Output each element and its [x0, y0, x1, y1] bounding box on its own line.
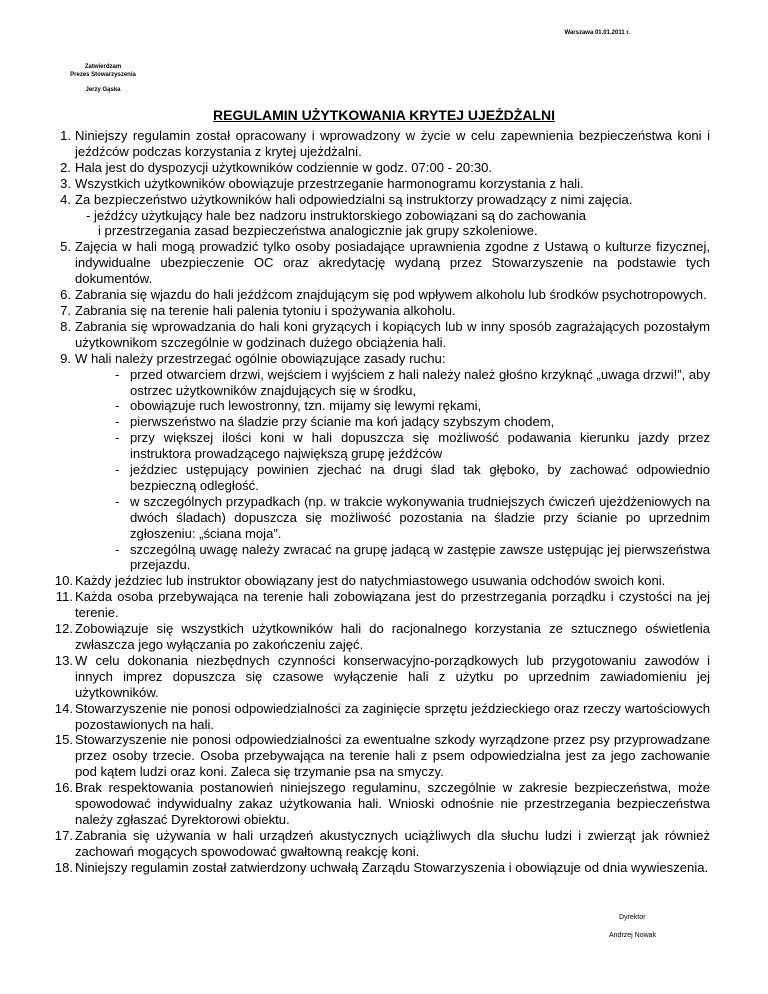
rule-item: [60, 191, 710, 240]
rule-item: [60, 159, 710, 176]
rule-item: [60, 287, 710, 303]
rule-item: [54, 700, 710, 733]
sub-item: [75, 542, 710, 574]
rule-number: 6.: [60, 287, 71, 303]
sub-item: [75, 414, 710, 430]
rule-text: W celu dokonania niezbędnych czynności konserwacyjno-porządkowych lub przygotowaniu zawodów i innych imprez dopuszcza się czasowe wyłączenie hali z użytku po uprzednim zawiadomieniu jej użytkowników.: [75, 652, 710, 700]
rule-text: Hala jest do dyspozycji użytkowników codziennie w godz. 07:00 - 20:30.: [75, 159, 493, 175]
approval-name: Jerzy Gąska: [85, 87, 121, 93]
sub-item-text: szczególną uwagę należy zwracać na grupę jadącą w zastępie zawsze ustępując jej pierwszeństwa przejazdu.: [130, 541, 710, 573]
rule-number: 2.: [60, 159, 71, 175]
sub-item-continuation: i przestrzegania zasad bezpieczeństwa analogicznie jak grupy szkoleniowe.: [98, 223, 538, 239]
rule-text: Niniejszy regulamin został opracowany i wprowadzony w życie w celu zapewnienia bezpieczeństwa koni i jeźdźców podczas korzystania z krytej ujeżdżalni.: [75, 128, 710, 159]
rule-number: 1.: [60, 128, 71, 143]
dash-bullet: -: [115, 493, 120, 509]
dash-bullet: -: [115, 430, 120, 446]
rule-text: Zabrania się wprowadzania do hali koni gryzących i kopiących lub w inny sposób zagrażających pozostałym użytkownikom szczególnie w godzinach dużego obciążenia hali.: [75, 318, 710, 350]
rule-item: [60, 350, 710, 574]
sub-item-text: pierwszeństwo na śladzie przy ścianie ma koń jadący szybszym chodem,: [130, 414, 555, 430]
dash-bullet: -: [115, 366, 120, 382]
rule-text: Zabrania się używania w hali urządzeń akustycznych uciążliwych dla słuchu ludzi i zwierząt jak również zachowań mogących spowodować gwałtowną reakcję koni.: [75, 827, 710, 859]
sub-item: [75, 398, 710, 414]
rule-text: Wszystkich użytkowników obowiązuje przestrzeganie harmonogramu korzystania z hali.: [75, 175, 584, 191]
rules-list: [54, 128, 710, 876]
rule-text: Zabrania się na terenie hali palenia tytoniu i spożywania alkoholu.: [75, 302, 456, 318]
rule-text: Zobowiązuje się wszystkich użytkowników hali do racjonalnego korzystania ze sztucznego oświetlenia zwłaszcza jego wyłączania po zakończeniu zajęć.: [75, 621, 710, 652]
rule-number: 8.: [60, 318, 71, 334]
rule-number: 16.: [54, 780, 73, 796]
document-date: Warszawa 01.01.2011 r.: [564, 30, 630, 36]
signature-name: Andrzej Nowak: [609, 932, 657, 939]
sub-item-text: przed otwarciem drzwi, wejściem i wyjściem z hali należy należ głośno krzyknąć „uwaga drzwi!”, aby ostrzec użytkowników znajdujących się w środku,: [130, 366, 710, 398]
rule-item: [54, 652, 710, 701]
rule-item: [54, 573, 710, 589]
rule-number: 10.: [54, 573, 73, 589]
rule-number: 7.: [60, 302, 71, 318]
rule-item: [60, 239, 710, 287]
rule-number: 12.: [54, 621, 73, 637]
rule-text: Za bezpieczeństwo użytkowników hali odpowiedzialni są instruktorzy prowadzący z nimi zajęcia.: [75, 191, 633, 207]
rule-item: [54, 780, 710, 828]
dash-bullet: -: [115, 462, 120, 478]
rule-item: [60, 318, 710, 351]
rule-text: Każdy jeździec lub instruktor obowiązany jest do natychmiastowego usuwania odchodów swoich koni.: [75, 573, 666, 589]
rule-number: 3.: [60, 175, 71, 191]
document-title: REGULAMIN UŻYTKOWANIA KRYTEJ UJEŻDŻALNI: [213, 107, 555, 123]
rule-number: 11.: [55, 589, 73, 605]
rule-text: Niniejszy regulamin został zatwierdzony uchwałą Zarządu Stowarzyszenia i obowiązuje od dnia wywieszenia.: [75, 859, 709, 875]
rule-number: 4.: [60, 191, 71, 207]
sub-item: - jeźdźcy użytkujący hale bez nadzoru instruktorskiego zobowiązani są do zachowania: [86, 207, 587, 223]
rule-text: Stowarzyszenie nie ponosi odpowiedzialności za ewentualne szkody wyrządzone przez psy przyprowadzane przez osoby trzecie. Osoba przebywająca na terenie hali z psem odpowiedzialna jest za jego zachowanie pod kątem ludzi oraz koni. Zaleca się trzymanie psa na smyczy.: [75, 732, 710, 780]
rule-item: [60, 302, 710, 319]
rule-number: 15.: [54, 732, 73, 748]
sub-item-text: w szczególnych przypadkach (np. w trakcie wykonywania trudniejszych ćwiczeń ujeżdżeniowych na dwóch śladach) dopuszcza się możliwość pozostania na śladzie przy ścianie po uprzednim zgłoszeniu: „ściana moja”.: [130, 493, 710, 541]
signature-role: Dyrektor: [619, 914, 646, 921]
sub-item: [75, 430, 710, 462]
sub-item-text: przy większej ilości koni w hali dopuszcza się możliwość podawania kierunku jazdy przez instruktora prowadzącego największą grupę jeźdźców: [130, 430, 710, 462]
rule-text: Zajęcia w hali mogą prowadzić tylko osoby posiadające uprawnienia zgodne z Ustawą o kulturze fizycznej, indywidualne ubezpieczenie OC oraz akredytację wydaną przez Stowarzyszenie na podstawie tych dokumentów.: [75, 239, 710, 287]
rule-item: [54, 732, 710, 780]
rule-number: 5.: [60, 239, 71, 255]
sub-item: [75, 494, 710, 542]
approval-label: Zatwierdzam: [84, 64, 122, 70]
sub-item: [75, 367, 710, 399]
rule-sublist: [75, 208, 710, 240]
rule-item: [54, 859, 710, 876]
approval-role: Prezes Stowarzyszenia: [70, 72, 136, 78]
dash-bullet: -: [115, 414, 120, 430]
rule-number: 14.: [54, 700, 73, 716]
rule-number: 17.: [54, 827, 73, 843]
rule-text: Brak respektowania postanowień niniejszego regulaminu, szczególnie w zakresie bezpieczeństwa, może spowodować indywidualny zakaz użytkowania hali. Wnioski odnośnie nie przestrzegania bezpieczeństwa należy zgłaszać Dyrektorowi obiektu.: [75, 780, 710, 827]
rule-text: W hali należy przestrzegać ogólnie obowiązujące zasady ruchu:: [75, 350, 446, 366]
rule-number: 13.: [54, 652, 73, 668]
dash-bullet: -: [115, 541, 120, 557]
rule-text: Każda osoba przebywająca na terenie hali zobowiązana jest do przestrzegania porządku i czystości na jej terenie.: [75, 589, 710, 621]
rule-item: [54, 621, 710, 653]
rule-item: [54, 827, 710, 860]
rule-text: Zabrania się wjazdu do hali jeźdźcom znajdującym się pod wpływem alkoholu lub środków psychotropowych.: [75, 287, 707, 303]
rule-text: Stowarzyszenie nie ponosi odpowiedzialności za zaginięcie sprzętu jeździeckiego oraz rzeczy wartościowych pozostawionych na hali.: [75, 700, 710, 732]
rule-item: [55, 589, 710, 621]
dash-bullet: -: [115, 398, 120, 414]
rule-number: 9.: [60, 350, 71, 366]
sub-item: [75, 462, 710, 494]
rule-sublist: [75, 367, 710, 574]
sub-item-text: jeździec ustępujący powinien zjechać na drugi ślad tak głęboko, by zachować odpowiednio bezpieczną odległość.: [130, 462, 710, 493]
rule-item: [60, 128, 710, 160]
sub-item-text: obowiązuje ruch lewostronny, tzn. mijamy się lewymi rękami,: [130, 398, 482, 414]
rule-number: 18.: [54, 859, 73, 875]
rule-item: [60, 175, 710, 192]
